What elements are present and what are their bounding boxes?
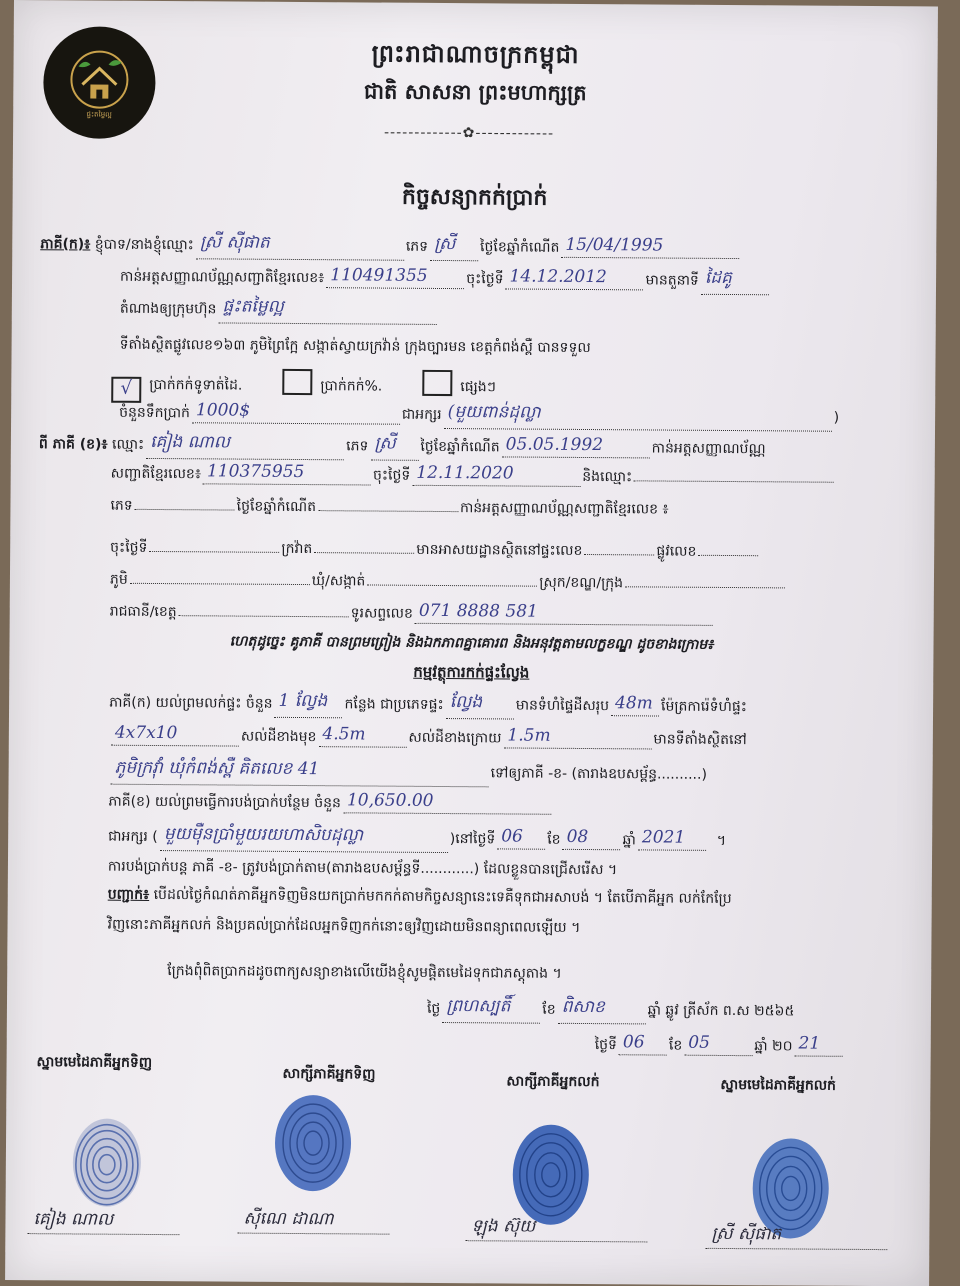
party-b-line1: ពី ភាគី (ខ)៖ ឈ្មោះ គៀង ណាល ភេទ ស្រី ថ្ងៃខែឆ្នាំកំណើត 05.05.1992 កាន់អត្តសញ្ញាណប័ណ្ណ	[39, 432, 766, 463]
party-a-role: ដៃគូ	[704, 267, 732, 289]
deposit-words: (មួយពាន់ដុល្លា	[447, 402, 541, 423]
party-b-line5: ភូមិ ឃុំ/សង្កាត់ ស្រុក/ខណ្ឌ/ក្រុង	[110, 569, 787, 596]
party-a-company: ផ្ទះតម្លៃល្អ	[222, 296, 284, 317]
terms-title: កម្មវត្ថុការកក់ផ្ទះល្វែង	[413, 662, 530, 682]
closing-statement: ក្រែងពុំពិតប្រាកដដូចពាក្យសន្យាខាងលើយើងខ្ញុំសូមផ្តិតមេដៃទុកជាភស្តុតាង ។	[167, 963, 562, 982]
seller-witness-name: ឡុង ស៊ុយ	[465, 1215, 647, 1242]
payment-options: √ ប្រាក់កក់ទូទាត់ដៃ. ប្រាក់កក់%. ផ្សេងៗ	[111, 363, 496, 401]
buyer-witness-name: ស៊ីណេ ដាណា	[237, 1208, 389, 1235]
deposit-amount-line: ចំនួនទឹកប្រាក់ 1000$ ជាអក្សរ (មួយពាន់ដុល្លា )	[119, 401, 839, 432]
terms-line3: ភូមិក្រវ៉ាំ ឃុំកំពង់ស្ពឺ គិតលេខ 41 ទៅឲ្យភាគី -ខ- (តារាងឧបសម្ព័ន្ធ..........)	[109, 759, 708, 789]
thumbprint-buyer-witness	[268, 1088, 359, 1199]
party-b-line2: សញ្ជាតិខ្មែរលេខ៖ 110375955 ចុះថ្ងៃទី 12.11.2020 និងឈ្មោះ	[111, 463, 837, 490]
party-a-issued: 14.12.2012	[509, 266, 607, 288]
kingdom-title: ព្រះរាជាណាចក្រកម្ពុជា	[371, 39, 580, 69]
party-a-id: 110491355	[330, 265, 428, 286]
party-a-line3: តំណាងឲ្យក្រុមហ៊ុន ផ្ទះតម្លៃល្អ	[120, 297, 439, 325]
seller-signature-name: ស្រី ស៊ីផាត	[705, 1223, 887, 1250]
terms-line6: ការបង់ប្រាក់បន្ត ភាគី -ខ- ត្រូវបង់ប្រាក់តាម(តារាងឧបសម្ព័ន្ធទី............) ដែលខ្លួនបានជ្រើសរើស ។	[107, 858, 618, 879]
solar-date-line: ថ្ងៃទី 06 ខែ 05 ឆ្នាំ ២០ 21	[595, 1034, 845, 1058]
seller-thumbprint-label: ស្នាមមេដៃភាគីអ្នកលក់	[720, 1076, 837, 1094]
party-a-line2: កាន់អត្តសញ្ញាណប័ណ្ណសញ្ជាតិខ្មែរលេខ៖ 110491355 ចុះថ្ងៃទី 14.12.2012 មានតួនាទី ដៃគូ	[120, 265, 771, 296]
buyer-witness-label: សាក្សីភាគីអ្នកទិញ	[282, 1065, 376, 1083]
contract-page	[5, 0, 938, 1286]
thumbprint-buyer	[62, 1112, 153, 1213]
party-b-line4: ចុះថ្ងៃទី ក្រវ៉ាត មានអាសយដ្ឋានស្ថិតនៅផ្ទះលេខ ផ្លូវលេខ	[110, 537, 760, 564]
terms-line1: ភាគី(ក) យល់ព្រមលក់ផ្ទះ ចំនួន 1 ល្វែង កន្លែង ជាប្រភេទផ្ទះ ល្វែង មានទំហំផ្ទៃដីសរុប 48m ម៉ែត្រការ៉េទំហំផ្ទះ	[109, 691, 747, 721]
party-a-line1: ភាគី(ក)៖ ខ្ញុំបាទ/នាងខ្ញុំឈ្មោះ ស្រី ស៊ីផាត ភេទ ស្រី ថ្ងៃខែឆ្នាំកំណើត 15/04/1995	[40, 232, 741, 263]
header-divider: -------------✿-------------	[383, 124, 555, 142]
document-title: កិច្ចសន្យាកក់ប្រាក់	[401, 184, 548, 211]
terms-line5: ជាអក្សរ ( មួយម៉ឺនប្រាំមួយរយហាសិបដុល្លា )នៅថ្ងៃទី 06 ខែ 08 ឆ្នាំ 2021 ។	[108, 825, 726, 855]
party-b-name: គៀង ណាល	[150, 431, 231, 453]
party-b-issued: 12.11.2020	[416, 462, 514, 484]
option-percent-checkbox[interactable]	[282, 369, 312, 395]
option-other-checkbox[interactable]	[422, 370, 452, 396]
nation-motto: ជាតិ សាសនា ព្រះមហាក្សត្រ	[363, 79, 587, 105]
option-cash-checkbox[interactable]: √	[111, 377, 141, 403]
terms-note: បញ្ជាក់៖ បើដល់ថ្ងៃកំណត់ភាគីអ្នកទិញមិនយកប្រាក់មកកក់តាមកិច្ចសន្យានេះទេគឺទុកជាអសាបង់ ។ តែបើភាគីអ្នក លក់កែប្រែ	[107, 886, 732, 908]
party-b-line3: ភេទ ថ្ងៃខែឆ្នាំកំណើត កាន់អត្តសញ្ញាណប័ណ្ណសញ្ជាតិខ្មែរលេខ ៖	[110, 495, 668, 521]
party-a-name: ស្រី ស៊ីផាត	[199, 232, 270, 253]
buyer-signature-name: គៀង ណាល	[27, 1208, 179, 1235]
party-b-dob: 05.05.1992	[505, 434, 604, 456]
terms-note2: វិញនោះភាគីអ្នកលក់ និងប្រគល់ប្រាក់ដែលអ្នកទិញកក់នោះឲ្យវិញដោយមិនពន្យាពេលឡើយ ។	[107, 916, 581, 936]
terms-line4: ភាគី(ខ) យល់ព្រមធ្វើការបង់ប្រាក់បន្ថែម ចំនួន 10,650.00	[108, 791, 553, 816]
party-a-address: ទីតាំងស្ថិតផ្លូវលេខ១៦៣ ភូមិព្រៃក្អែ សង្កាត់ស្វាយក្រវ៉ាន់ ក្រុងច្បារមន ខេត្តកំពង់ស្ពឺ បានទទួល	[119, 336, 591, 357]
logo-text: ផ្ទះតម្លៃល្អ	[86, 110, 112, 119]
seller-witness-label: សាក្សីភាគីអ្នកលក់	[506, 1073, 600, 1091]
lunar-date-line: ថ្ងៃ ព្រហស្បតិ៍ ខែ ពិសាខ ឆ្នាំ ឆ្លូវ ត្រីស័ក ព.ស ២៥៦៥	[427, 997, 795, 1026]
buyer-thumbprint-label: ស្នាមមេដៃភាគីអ្នកទិញ	[36, 1054, 153, 1071]
party-b-phone: 071 8888 581	[418, 600, 538, 622]
party-b-sex: ស្រី	[374, 433, 396, 454]
party-b-line6: រាជធានី/ខេត្ត ទូរសព្ទលេខ 071 8888 581	[110, 601, 715, 627]
deposit-amount: 1000$	[195, 400, 251, 421]
agreement-note: ហេតុដូច្នេះ គូភាគី បានព្រមព្រៀង និងឯកភាពគ្នាគោរព និងអនុវត្តតាមលក្ខខណ្ឌ ដូចខាងក្រោម៖	[229, 633, 714, 653]
party-a-sex: ស្រី	[434, 233, 456, 255]
terms-line2: 4x7x10 សល់ដីខាងមុខ 4.5m សល់ដីខាងក្រោយ 1.5m មានទីតាំងស្ថិតនៅ	[109, 725, 747, 751]
party-a-dob: 15/04/1995	[565, 234, 664, 256]
thumbprint-seller-witness	[505, 1119, 596, 1230]
party-b-id: 110375955	[206, 461, 305, 483]
